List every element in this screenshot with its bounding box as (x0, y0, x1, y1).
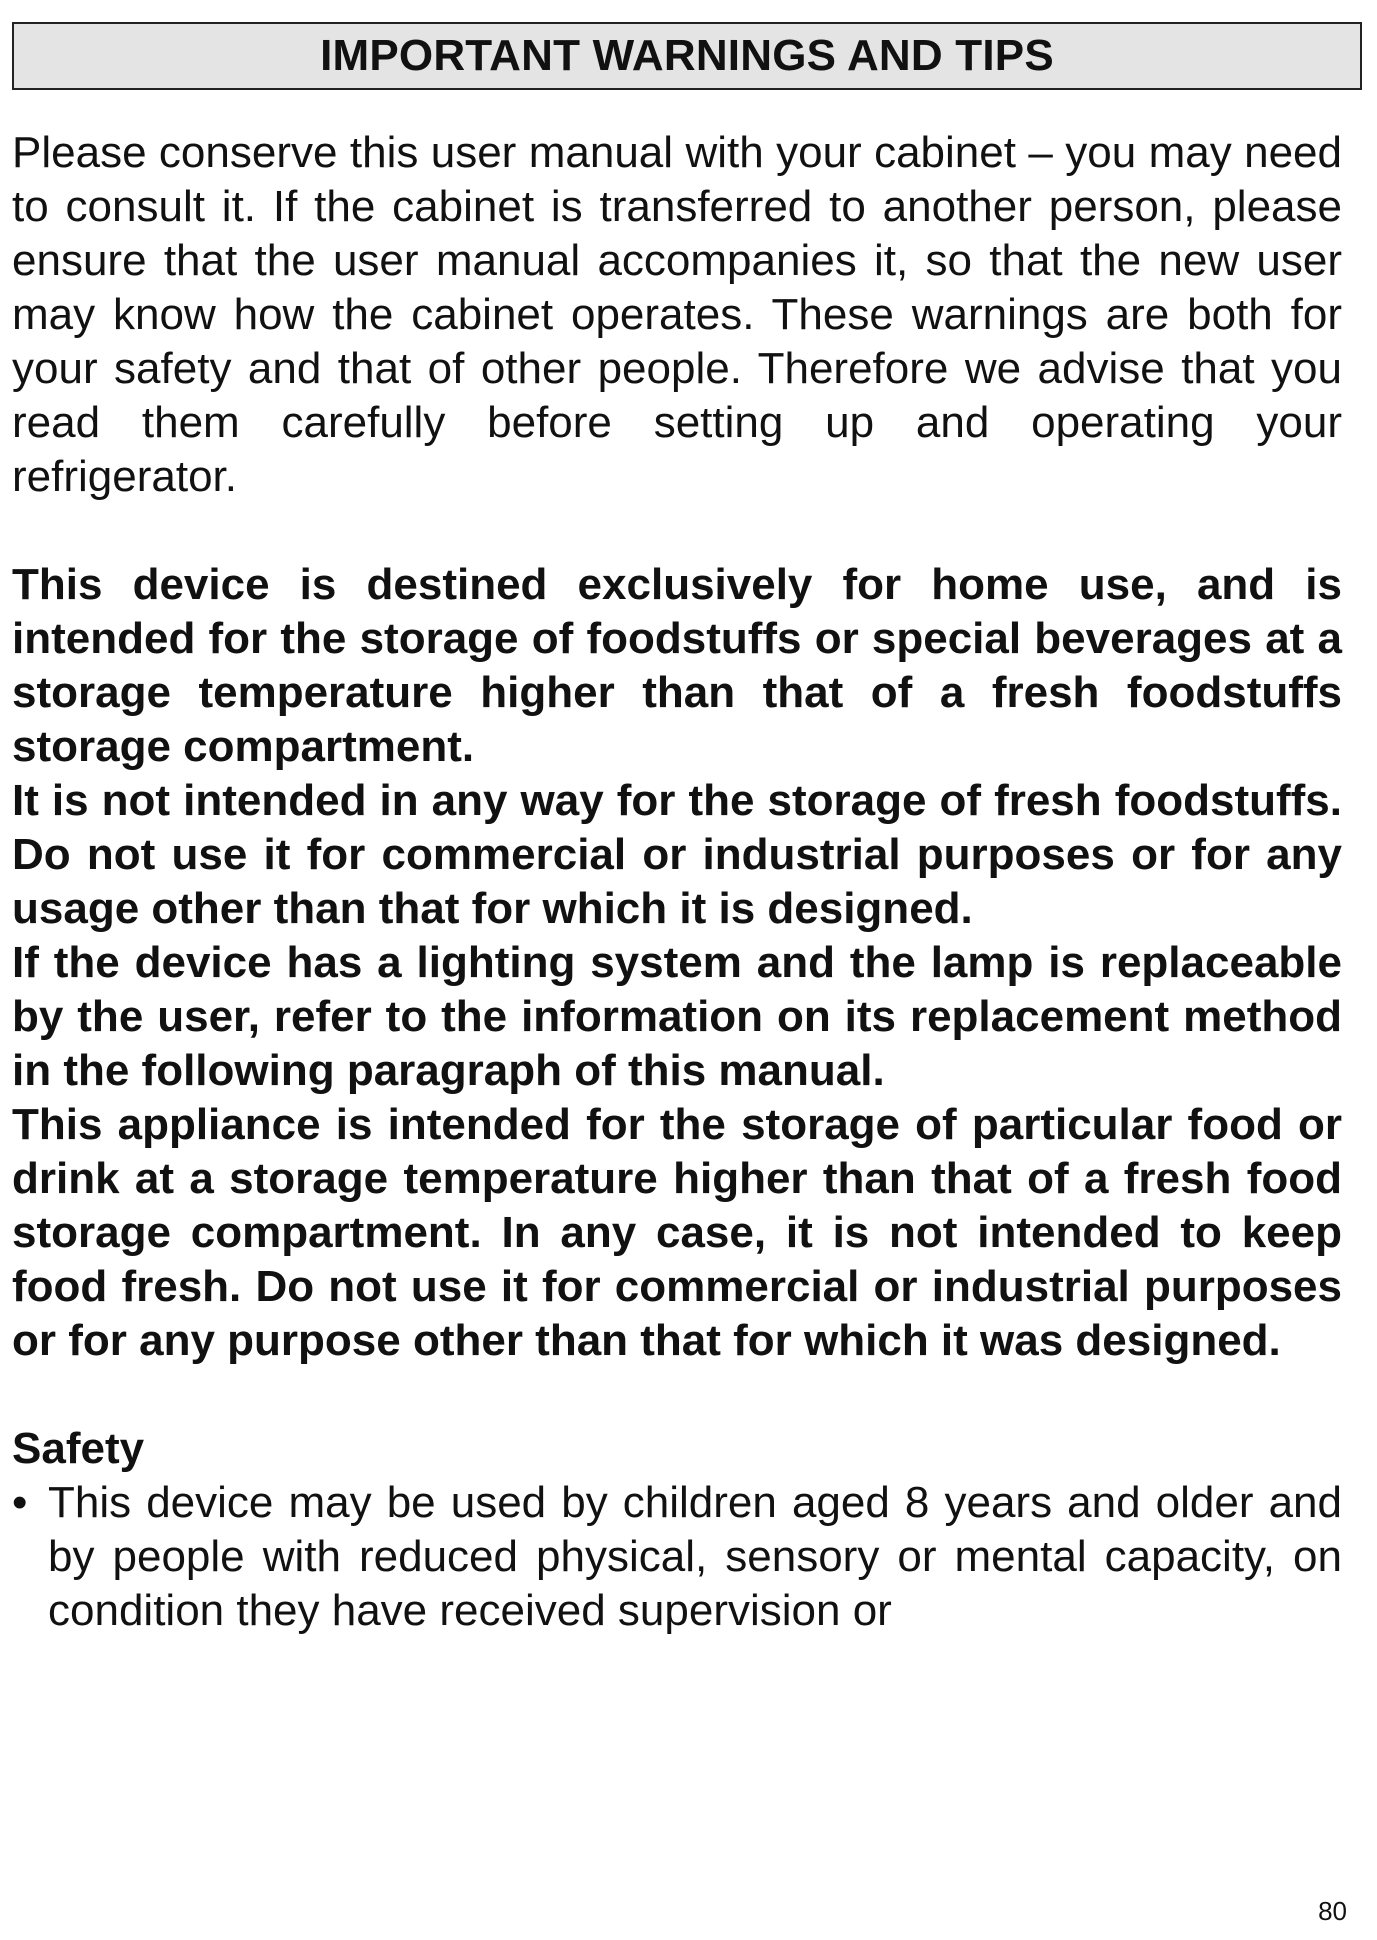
title-banner (12, 22, 1362, 90)
manual-content (12, 126, 1342, 1638)
intro-paragraph: Please conserve this user manual with your cabinet – you may need to consult it. If the cabinet is transferred to another person, please ensure that the user manual accompanies it, so that the new user may know how the cabinet operates. These warnings are both for your safety and that of other people. Therefore we advise that you read them carefully before setting up and operating your refrigerator. (12, 128, 1342, 501)
safety-item-text: This device may be used by children aged 8 years and older and by people with reduced physical, sensory or mental capacity, on condition they have received supervision or (48, 1478, 1342, 1635)
usage-paragraph-appliance-purpose: This appliance is intended for the storage of particular food or drink at a storage temperature higher than that of a fresh food storage compartment. In any case, it is not intended to keep food fresh. Do not use it for commercial or industrial purposes or for any purpose other than that for which it was designed. (12, 1100, 1342, 1365)
safety-heading: Safety (12, 1424, 145, 1473)
safety-list-item (12, 1476, 1342, 1638)
page-title: IMPORTANT WARNINGS AND TIPS (320, 31, 1054, 80)
usage-paragraph-lighting: If the device has a lighting system and the lamp is replaceable by the user, refer to the information on its replacement method in the following paragraph of this manual. (12, 938, 1342, 1095)
usage-paragraph-home-use: This device is destined exclusively for home use, and is intended for the storage of foodstuffs or special beverages at a storage temperature higher than that of a fresh foodstuffs storage compartment. (12, 560, 1342, 771)
safety-list (12, 1476, 1342, 1638)
page-number: 80 (1318, 1896, 1347, 1926)
usage-paragraph-not-fresh: It is not intended in any way for the storage of fresh foodstuffs. Do not use it for commercial or industrial purposes or for any usage other than that for which it is designed. (12, 776, 1342, 933)
bullet-icon: • (12, 1478, 28, 1527)
